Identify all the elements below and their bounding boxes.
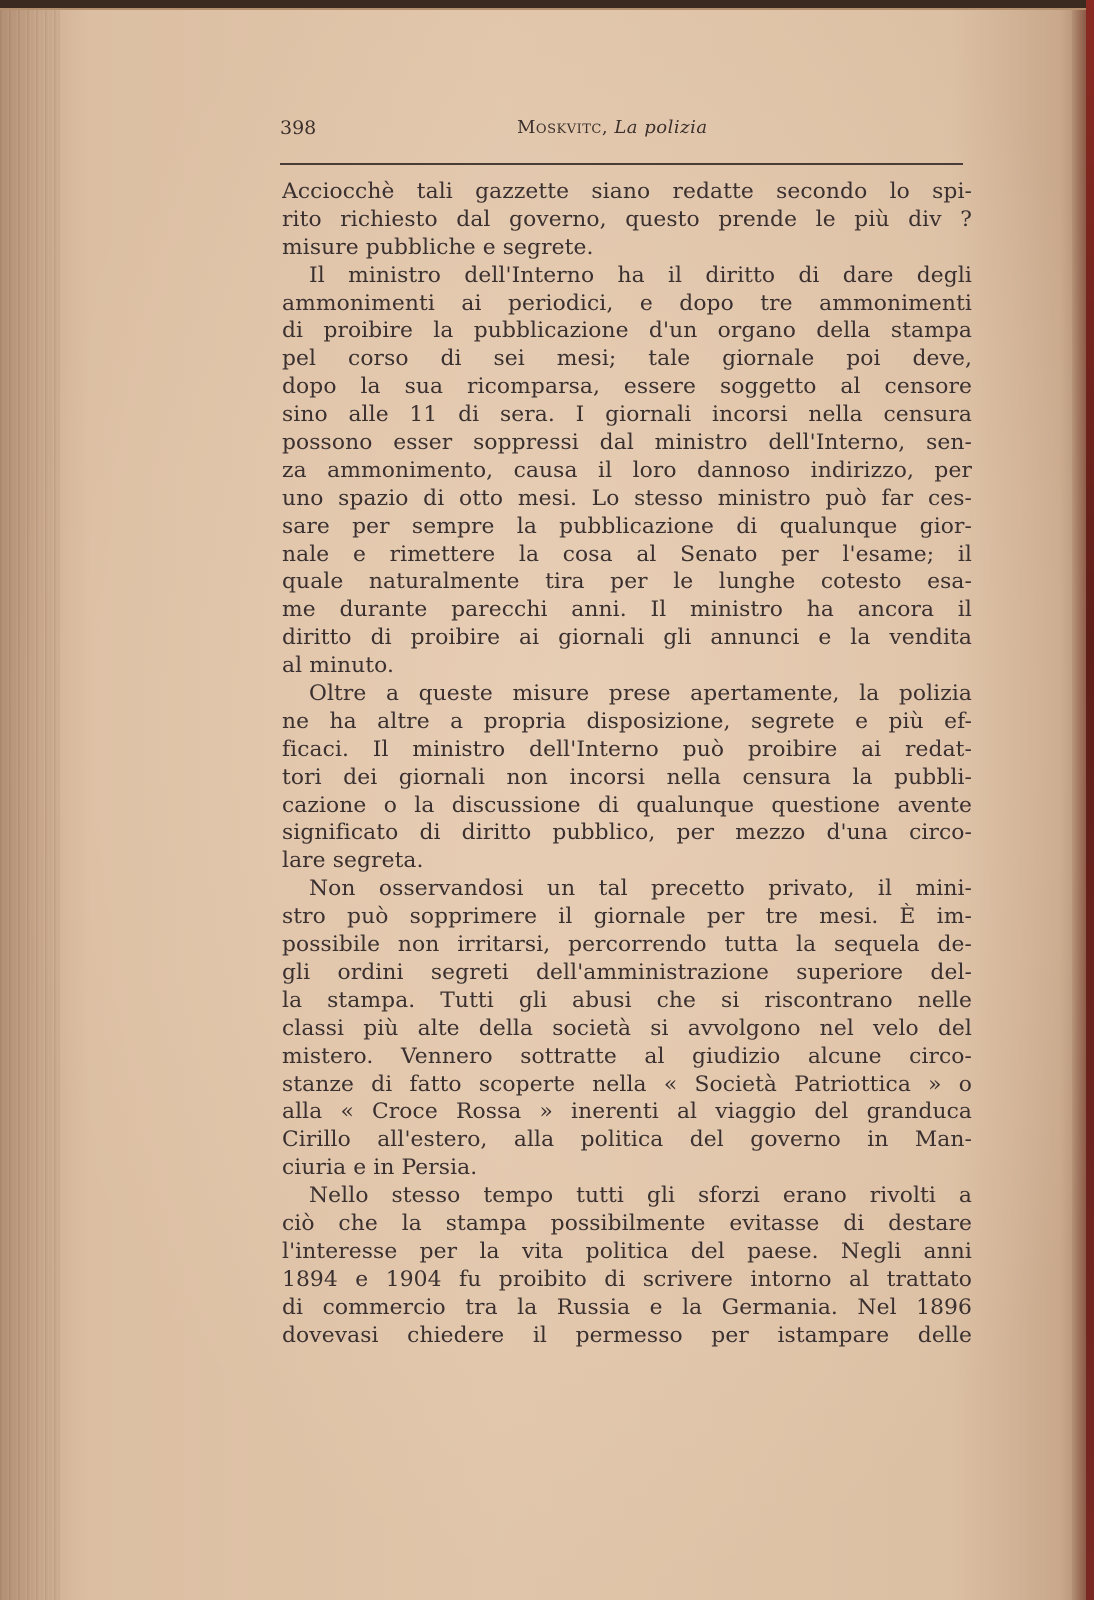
text-line: ne ha altre a propria disposizione, segrete e più ef- [282,708,972,734]
running-head [280,113,960,143]
text-line: mistero. Vennero sottratte al giudizio alcune circo- [282,1043,972,1069]
text-line: nale e rimettere la cosa al Senato per l'esame; il [282,541,972,567]
text-line: stro può sopprimere il giornale per tre mesi. È im- [282,904,972,930]
text-line: al minuto. [282,653,395,679]
text-line: alla « Croce Rossa » inerenti al viaggio del granduca [282,1099,972,1125]
text-line: Cirillo all'estero, alla politica del governo in Man- [282,1127,972,1153]
text-line: ciuria e in Persia. [282,1155,478,1181]
text-line: dopo la sua ricomparsa, essere soggetto al censore [282,374,972,400]
running-title [517,117,708,138]
text-line: 1894 e 1904 fu proibito di scrivere intorno al trattato [282,1266,972,1292]
text-line: ficaci. Il ministro dell'Interno può proibire ai redat- [282,736,972,762]
text-line: stanze di fatto scoperte nella « Società Patriottica » o [282,1071,972,1097]
text-line: ciò che la stampa possibilmente evitasse di destare [282,1210,972,1236]
page-number: 398 [280,117,317,139]
body-text [282,178,972,1349]
text-line: diritto di proibire ai giornali gli annunci e la vendita [282,625,972,651]
text-line: misure pubbliche e segrete. [282,234,594,260]
text-line: Nello stesso tempo tutti gli sforzi erano rivolti a [309,1183,972,1209]
text-line: cazione o la discussione di qualunque questione avente [282,792,972,818]
text-line: quale naturalmente tira per le lunghe cotesto esa- [282,569,972,595]
text-line: tori dei giornali non incorsi nella censura la pubbli- [282,764,972,790]
text-line: dovevasi chiedere il permesso per istampare delle [282,1322,972,1348]
running-head-title: La polizia [614,117,708,138]
text-line: lare segreta. [282,848,424,874]
text-line: di proibire la pubblicazione d'un organo della stampa [282,318,972,344]
text-line: sare per sempre la pubblicazione di qualunque gior- [282,513,972,539]
text-line: za ammonimento, causa il loro dannoso indirizzo, per [282,457,972,483]
text-line: di commercio tra la Russia e la Germania. Nel 1896 [282,1294,972,1320]
text-line: uno spazio di otto mesi. Lo stesso ministro può far ces- [282,485,972,511]
text-line: Non osservandosi un tal precetto privato, il mini- [309,876,972,902]
running-head-author: Moskvitc, [517,117,609,138]
text-line: classi più alte della società si avvolgono nel velo del [282,1015,972,1041]
text-line: significato di diritto pubblico, per mezzo d'una circo- [282,820,972,846]
text-line: possono esser soppressi dal ministro dell'Interno, sen- [282,430,972,456]
header-rule [280,163,963,165]
binding-edge [1086,0,1094,1600]
text-line: l'interesse per la vita politica del paese. Negli anni [282,1238,972,1264]
text-line: Oltre a queste misure prese apertamente, la polizia [309,681,972,707]
text-line: pel corso di sei mesi; tale giornale poi deve, [282,346,972,372]
text-line: ammonimenti ai periodici, e dopo tre ammonimenti [282,290,972,316]
text-line: sino alle 11 di sera. I giornali incorsi nella censura [282,402,972,428]
book-page [0,8,1088,1600]
text-line: rito richiesto dal governo, questo prende le più div ? [282,206,972,232]
text-line: me durante parecchi anni. Il ministro ha ancora il [282,597,972,623]
text-line: Acciocchè tali gazzette siano redatte secondo lo spi- [282,179,972,204]
text-line: Il ministro dell'Interno ha il diritto di dare degli [309,262,972,288]
text-line: possibile non irritarsi, percorrendo tutta la sequela de- [282,932,972,958]
text-line: gli ordini segreti dell'amministrazione superiore del- [282,959,972,985]
text-line: la stampa. Tutti gli abusi che si riscontrano nelle [282,987,972,1013]
